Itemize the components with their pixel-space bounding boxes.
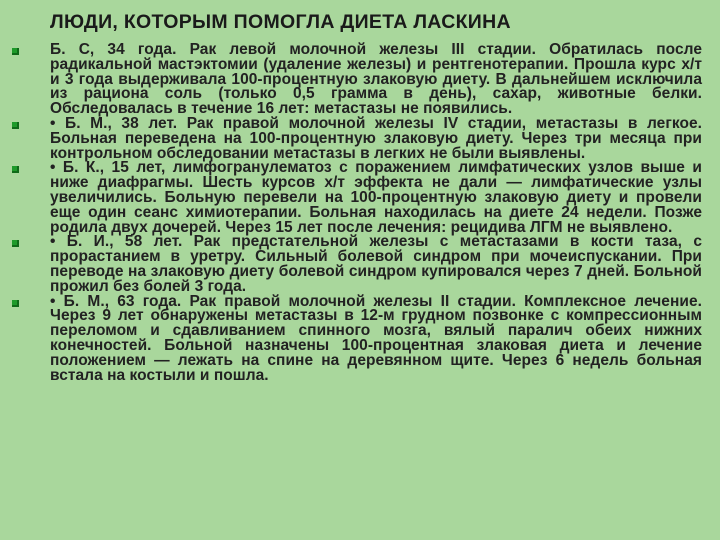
list-item xyxy=(12,43,702,117)
slide-title: ЛЮДИ, КОТОРЫМ ПОМОГЛА ДИЕТА ЛАСКИНА xyxy=(50,11,511,33)
case-text: Б. С, 34 года. Рак левой молочной железы III стадии. Обратилась после радикальной мастэктомии (удаление железы) и рентгенотерапии. Прошла курс х/т и 3 года выдерживала 100-процентную злаковую диету. В дальнейшем исключила из рациона соль (только 0,5 грамма в день), сахар, животные белки. Обследовалась в течение 16 лет: метастазы не появились. xyxy=(50,41,702,118)
list-item xyxy=(12,292,702,384)
case-text: • Б. М., 38 лет. Рак правой молочной железы IV стадии, метастазы в легкое. Больная переведена на 100-процентную злаковую диету. Через три месяца при контрольном обследовании метастазы в легких не были выявлены. xyxy=(50,114,702,162)
square-bullet-icon xyxy=(12,166,19,173)
case-text: • Б. К., 15 лет, лимфогранулематоз с поражением лимфатических узлов выше и ниже диафрагмы. Шесть курсов х/т эффекта не дали — лимфатические узлы увеличились. Больную перевели на 100-процентную злаковую диету и провели еще один сеанс химиотерапии. Больная находилась на диете 24 недели. Позже родила двух дочерей. Через 15 лет после лечения: рецидива ЛГМ не выявлено. xyxy=(50,159,702,236)
square-bullet-icon xyxy=(12,300,19,307)
list-item xyxy=(12,235,702,294)
case-text: • Б. М., 63 года. Рак правой молочной железы II стадии. Комплексное лечение. Через 9 лет обнаружены метастазы в 12-м грудном позвонке с компрессионным переломом и сдавливанием спинного мозга, вялый паралич обеих нижних конечностей. Больной назначены 100-процентная злаковая диета и лечение положением — лежать на спине на деревянном щите. Через 6 недель больная встала на костыли и пошла. xyxy=(50,292,702,384)
case-text: • Б. И., 58 лет. Рак предстательной железы с метастазами в кости таза, с прорастанием в уретру. Сильный болевой синдром при мочеиспускании. При переводе на злаковую диету болевой синдром купировался через 7 дней. Больной прожил без болей 3 года. xyxy=(50,233,702,295)
case-list xyxy=(12,43,702,383)
list-item xyxy=(12,161,702,235)
square-bullet-icon xyxy=(12,48,19,55)
square-bullet-icon xyxy=(12,240,19,247)
square-bullet-icon xyxy=(12,122,19,129)
list-item xyxy=(12,114,702,162)
